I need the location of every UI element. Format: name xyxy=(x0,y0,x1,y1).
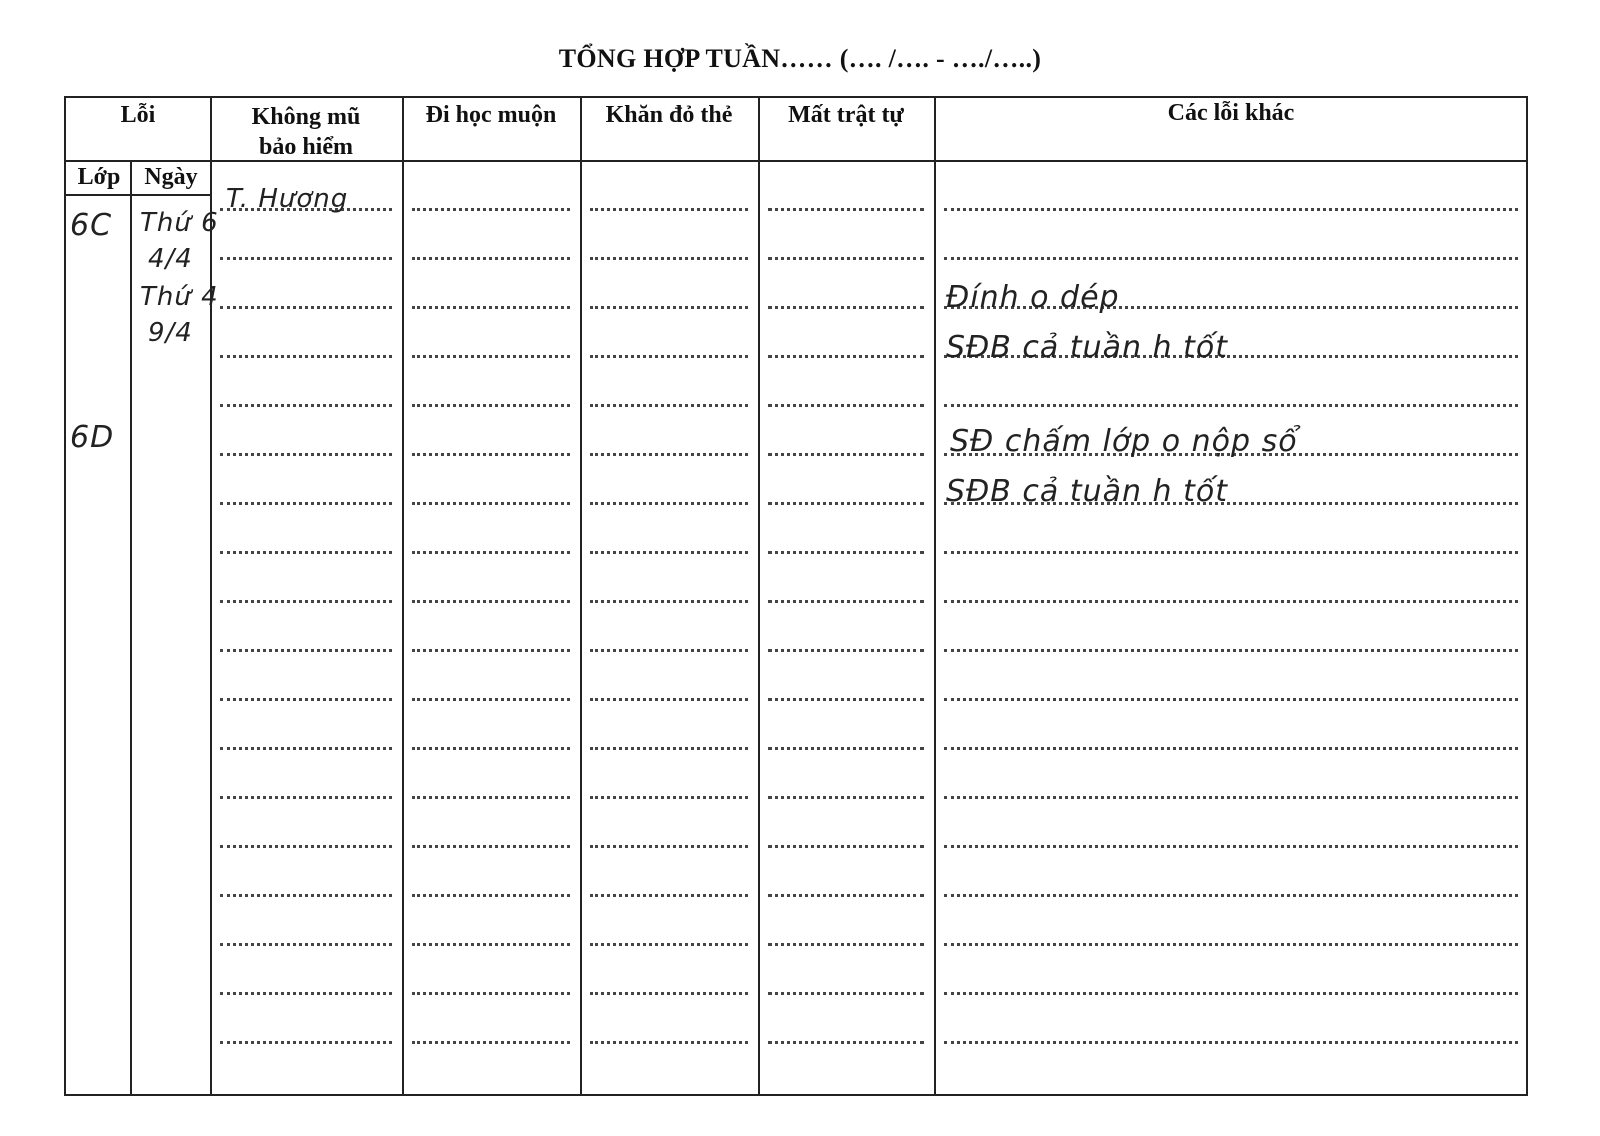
header-cac-loi-khac: Các lỗi khác xyxy=(1167,100,1295,126)
dotted-line xyxy=(412,600,570,603)
dotted-line xyxy=(768,600,924,603)
other-entry-2: SĐB cả tuần h tốt xyxy=(946,330,1228,365)
dotted-line xyxy=(220,698,392,701)
dotted-line xyxy=(944,796,1518,799)
no-helmet-entry-1: T. Hương xyxy=(226,184,349,214)
day2-name: Thứ 4 xyxy=(140,282,219,312)
dotted-line xyxy=(944,698,1518,701)
header-khan-do: Khăn đỏ thẻ xyxy=(605,102,733,128)
dotted-line xyxy=(220,1041,392,1044)
dotted-line xyxy=(412,208,570,211)
dotted-line xyxy=(412,796,570,799)
dotted-line xyxy=(590,1041,748,1044)
dotted-line xyxy=(768,943,924,946)
dotted-line xyxy=(412,453,570,456)
header-mat-trat-tu: Mất trật tự xyxy=(788,102,904,128)
dotted-line xyxy=(412,992,570,995)
dotted-line xyxy=(220,796,392,799)
dotted-line xyxy=(768,796,924,799)
dotted-line xyxy=(768,208,924,211)
header-loi: Lỗi xyxy=(120,102,156,128)
dotted-line xyxy=(944,1041,1518,1044)
dotted-line xyxy=(768,894,924,897)
dotted-line xyxy=(590,306,748,309)
header-di-hoc-muon: Đi học muộn xyxy=(425,102,557,128)
dotted-line xyxy=(220,992,392,995)
dotted-line xyxy=(768,453,924,456)
dotted-line xyxy=(412,943,570,946)
dotted-line xyxy=(220,747,392,750)
dotted-line xyxy=(220,502,392,505)
day2-date: 9/4 xyxy=(148,318,193,348)
dotted-line xyxy=(220,306,392,309)
dotted-line xyxy=(944,404,1518,407)
ngay-header-underline xyxy=(130,194,210,196)
header-lop: Lớp xyxy=(77,164,121,190)
header-khong-mu-line1: Không mũ xyxy=(251,104,361,130)
day1-date: 4/4 xyxy=(148,244,193,274)
dotted-line xyxy=(590,208,748,211)
dotted-line xyxy=(220,943,392,946)
divider-khongmu-muon xyxy=(402,98,404,1094)
other-entry-4: SĐB cả tuần h tốt xyxy=(946,474,1228,509)
dotted-line xyxy=(220,355,392,358)
dotted-line xyxy=(944,551,1518,554)
header-khong-mu xyxy=(210,102,402,162)
dotted-line xyxy=(220,453,392,456)
dotted-line xyxy=(768,747,924,750)
dotted-line xyxy=(590,649,748,652)
dotted-line xyxy=(768,404,924,407)
dotted-line xyxy=(220,404,392,407)
dotted-line xyxy=(412,894,570,897)
dotted-line xyxy=(944,208,1518,211)
dotted-line xyxy=(768,306,924,309)
dotted-line xyxy=(944,600,1518,603)
dotted-line xyxy=(768,698,924,701)
dotted-line xyxy=(590,992,748,995)
dotted-line xyxy=(412,747,570,750)
dotted-line xyxy=(590,845,748,848)
other-entry-1: Đính o dép xyxy=(946,280,1120,315)
divider-ngay-khongmu xyxy=(210,98,212,1094)
dotted-line xyxy=(768,551,924,554)
dotted-line xyxy=(768,355,924,358)
dotted-line xyxy=(590,404,748,407)
dotted-line xyxy=(590,355,748,358)
dotted-line xyxy=(590,257,748,260)
dotted-line xyxy=(590,453,748,456)
dotted-line xyxy=(768,992,924,995)
dotted-line xyxy=(412,1041,570,1044)
dotted-line xyxy=(590,747,748,750)
dotted-line xyxy=(590,502,748,505)
dotted-line xyxy=(590,600,748,603)
dotted-line xyxy=(220,649,392,652)
dotted-line xyxy=(220,551,392,554)
dotted-line xyxy=(590,796,748,799)
dotted-line xyxy=(944,649,1518,652)
dotted-line xyxy=(412,649,570,652)
class-6c: 6C xyxy=(70,208,113,243)
dotted-line xyxy=(944,845,1518,848)
dotted-line xyxy=(412,257,570,260)
header-ngay: Ngày xyxy=(144,164,198,190)
dotted-line xyxy=(412,551,570,554)
divider-khando-trattu xyxy=(758,98,760,1094)
dotted-line xyxy=(944,747,1518,750)
other-entry-3: SĐ chấm lớp o nộp sổ xyxy=(950,424,1298,459)
dotted-line xyxy=(944,992,1518,995)
dotted-line xyxy=(412,502,570,505)
dotted-line xyxy=(412,306,570,309)
dotted-line xyxy=(944,943,1518,946)
violation-summary-table xyxy=(64,96,1528,1096)
dotted-line xyxy=(412,698,570,701)
dotted-line xyxy=(590,551,748,554)
dotted-line xyxy=(768,502,924,505)
header-khong-mu-line2: bảo hiểm xyxy=(258,134,353,160)
dotted-line xyxy=(412,404,570,407)
day1-name: Thứ 6 xyxy=(140,208,219,238)
dotted-line xyxy=(220,600,392,603)
dotted-line xyxy=(220,894,392,897)
page-title: TỔNG HỢP TUẦN…… (…. /…. - …./…..) xyxy=(558,44,1042,73)
dotted-line xyxy=(412,355,570,358)
divider-muon-khando xyxy=(580,98,582,1094)
divider-lop-ngay xyxy=(130,160,132,1094)
class-6d: 6D xyxy=(70,420,115,455)
lop-header-underline xyxy=(66,194,130,196)
dotted-line xyxy=(768,257,924,260)
dotted-line xyxy=(768,845,924,848)
dotted-line xyxy=(590,698,748,701)
dotted-line xyxy=(590,894,748,897)
divider-trattu-khac xyxy=(934,98,936,1094)
dotted-line xyxy=(768,1041,924,1044)
dotted-line xyxy=(944,257,1518,260)
dotted-line xyxy=(220,257,392,260)
dotted-line xyxy=(412,845,570,848)
dotted-line xyxy=(590,943,748,946)
dotted-line xyxy=(944,894,1518,897)
dotted-line xyxy=(768,649,924,652)
dotted-line xyxy=(220,845,392,848)
